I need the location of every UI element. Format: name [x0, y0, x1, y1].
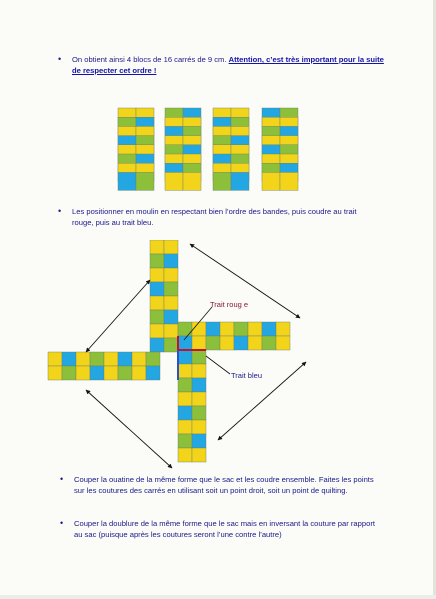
instruction-3-text: Couper la ouatine de la même forme que le sac et les coudre ensemble. Faites les points sur les coutures des carrés en utilisant soit un point droit, soit un point de quilting. — [74, 475, 374, 495]
pinwheel-square — [178, 364, 192, 378]
patch-square — [213, 172, 231, 190]
red-line-label: Trait roug e — [210, 300, 249, 309]
bullet-icon: • — [58, 54, 62, 64]
instruction-4 — [60, 518, 378, 540]
pinwheel-square — [192, 336, 206, 350]
patch-square — [262, 172, 280, 190]
bullet-icon: • — [58, 206, 62, 216]
pinwheel-square — [262, 336, 276, 350]
page-bottom — [0, 595, 436, 599]
patch-square — [231, 172, 249, 190]
pinwheel-square — [192, 406, 206, 420]
pinwheel-square — [76, 352, 90, 366]
pinwheel-diagram — [0, 240, 436, 470]
pinwheel-square — [62, 366, 76, 380]
pinwheel-square — [150, 296, 164, 310]
blue-line-label: Trait bleu — [231, 371, 262, 380]
pinwheel-square — [150, 338, 164, 352]
pinwheel-square — [248, 336, 262, 350]
pinwheel-square — [104, 352, 118, 366]
pinwheel-square — [192, 434, 206, 448]
pinwheel-square — [118, 352, 132, 366]
pinwheel-square — [48, 352, 62, 366]
pinwheel-square — [164, 324, 178, 338]
arrow-top-left — [86, 280, 150, 352]
pinwheel-square — [164, 254, 178, 268]
pinwheel-square — [164, 338, 178, 352]
pinwheel-square — [76, 366, 90, 380]
patch-square — [165, 172, 183, 190]
pinwheel-square — [164, 310, 178, 324]
pinwheel-square — [150, 268, 164, 282]
pinwheel-square — [178, 336, 192, 350]
pinwheel-square — [178, 448, 192, 462]
pinwheel-square — [118, 366, 132, 380]
patch-square — [136, 172, 154, 190]
pinwheel-square — [150, 282, 164, 296]
instruction-1-text: On obtient ainsi 4 blocs de 16 carrés de 9 cm. — [72, 55, 229, 64]
pinwheel-square — [90, 352, 104, 366]
pinwheel-square — [234, 322, 248, 336]
pinwheel-square — [206, 322, 220, 336]
pinwheel-square — [178, 420, 192, 434]
pinwheel-square — [178, 350, 192, 364]
pinwheel-square — [248, 322, 262, 336]
pinwheel-square — [48, 366, 62, 380]
instruction-4-text: Couper la doublure de la même forme que le sac mais en inversant la couture par rapport au sac (puisque après les coutures seront l’une contre l’autre) — [74, 519, 375, 539]
pinwheel-square — [104, 366, 118, 380]
patch-square — [118, 172, 136, 190]
arrow-bottom-left — [86, 390, 172, 468]
pinwheel-square — [164, 282, 178, 296]
pinwheel-square — [178, 378, 192, 392]
pinwheel-square — [132, 352, 146, 366]
four-blocks-figure — [0, 102, 436, 192]
pinwheel-square — [132, 366, 146, 380]
pinwheel-square — [220, 336, 234, 350]
patch-square — [280, 172, 298, 190]
pinwheel-square — [192, 420, 206, 434]
bullet-icon: • — [60, 518, 64, 528]
pinwheel-square — [234, 336, 248, 350]
pinwheel-square — [164, 240, 178, 254]
pinwheel-square — [192, 378, 206, 392]
pinwheel-square — [276, 336, 290, 350]
warning-text: Attention, c’est très important pour la suite de respecter cet ordre ! — [72, 55, 384, 75]
blue-label-pointer — [206, 356, 230, 374]
pinwheel-square — [178, 406, 192, 420]
instruction-2-text: Les positionner en moulin en respectant bien l’ordre des bandes, puis coudre au trait rouge, puis au trait bleu. — [72, 207, 357, 227]
instruction-2 — [58, 206, 368, 228]
pinwheel-square — [192, 322, 206, 336]
pinwheel-square — [150, 310, 164, 324]
pinwheel-square — [164, 296, 178, 310]
instruction-1 — [58, 54, 388, 76]
pinwheel-square — [192, 364, 206, 378]
pinwheel-square — [262, 322, 276, 336]
pinwheel-square — [164, 268, 178, 282]
pinwheel-square — [62, 352, 76, 366]
pinwheel-square — [90, 366, 104, 380]
pinwheel-square — [150, 240, 164, 254]
pinwheel-square — [192, 392, 206, 406]
patch-square — [183, 172, 201, 190]
pinwheel-square — [178, 392, 192, 406]
instruction-3 — [60, 474, 378, 496]
bullet-icon: • — [60, 474, 64, 484]
pinwheel-square — [276, 322, 290, 336]
pinwheel-square — [150, 254, 164, 268]
pinwheel-square — [192, 448, 206, 462]
pinwheel-square — [206, 336, 220, 350]
pinwheel-square — [220, 322, 234, 336]
pinwheel-square — [146, 352, 160, 366]
pinwheel-square — [150, 324, 164, 338]
pinwheel-square — [146, 366, 160, 380]
pinwheel-square — [178, 322, 192, 336]
pinwheel-square — [178, 434, 192, 448]
pinwheel-square — [192, 350, 206, 364]
